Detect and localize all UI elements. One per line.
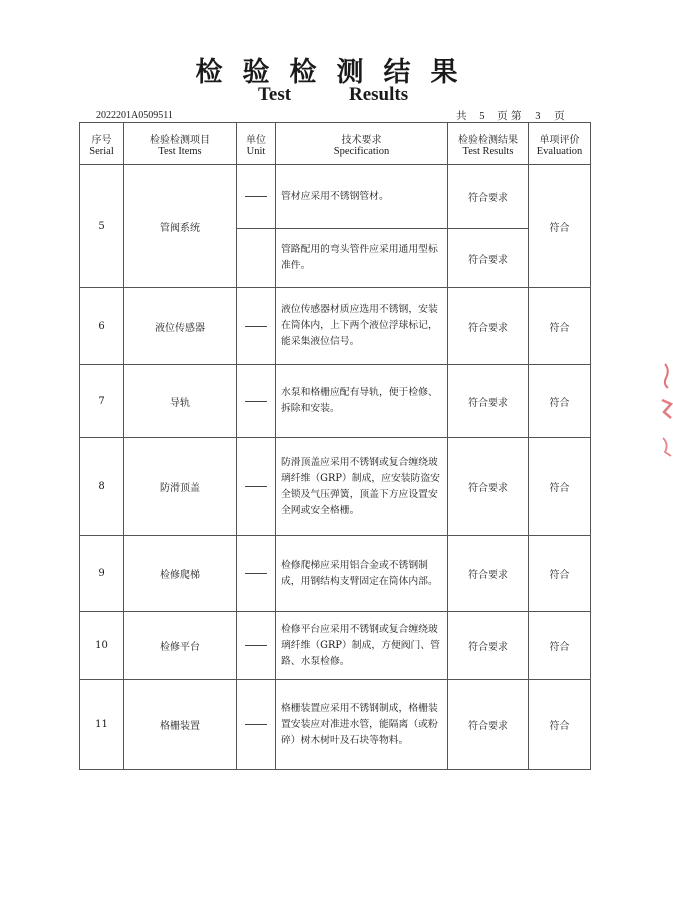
header-evaluation: 单项评价 Evaluation [529, 123, 591, 165]
cell-evaluation: 符合 [529, 438, 591, 536]
table-row [80, 612, 591, 680]
table-row [80, 365, 591, 438]
seal-stamp-fragment [659, 360, 673, 470]
cell-test-result: 符合要求 [448, 288, 529, 365]
cell-unit [237, 680, 276, 770]
cell-unit [237, 612, 276, 680]
cell-specification: 液位传感器材质应选用不锈钢，安装在筒体内，上下两个液位浮球标记，能采集液位信号。 [276, 288, 448, 365]
results-table [79, 122, 591, 770]
table-header-row [80, 123, 591, 165]
table-row [80, 165, 591, 229]
page-indicator [456, 108, 565, 123]
cell-evaluation: 符合 [529, 536, 591, 612]
cell-evaluation: 符合 [529, 165, 591, 288]
page-mid: 页 第 [497, 110, 522, 122]
cell-serial: 6 [80, 288, 124, 365]
page-title-en-test: Test [258, 84, 292, 105]
table-row [80, 438, 591, 536]
table-row [80, 288, 591, 365]
cell-unit-empty [237, 229, 276, 288]
header-serial: 序号 Serial [80, 123, 124, 165]
page-title-cn: 检验检测结果 [195, 57, 478, 88]
cell-specification: 管路配用的弯头管件应采用通用型标准件。 [276, 229, 448, 288]
cell-serial: 11 [80, 680, 124, 770]
cell-unit [237, 438, 276, 536]
cell-specification: 检修爬梯应采用铝合金或不锈钢制成，用钢结构支臂固定在筒体内部。 [276, 536, 448, 612]
unit-dash [245, 724, 267, 725]
unit-dash [245, 196, 267, 197]
cell-test-item: 管阀系统 [124, 165, 237, 288]
cell-specification: 格栅装置应采用不锈钢制成，格栅装置安装应对准进水管，能隔离（或粉碎）树木树叶及石块等物料。 [276, 680, 448, 770]
unit-dash [245, 573, 267, 574]
table-row [80, 536, 591, 612]
cell-evaluation: 符合 [529, 680, 591, 770]
page-title-en-results: Results [349, 84, 409, 105]
header-specification: 技术要求 Specification [276, 123, 448, 165]
header-test-items: 检验检测项目 Test Items [124, 123, 237, 165]
page-suffix: 页 [554, 110, 565, 122]
unit-dash [245, 401, 267, 402]
cell-test-item: 液位传感器 [124, 288, 237, 365]
cell-unit [237, 288, 276, 365]
cell-serial: 9 [80, 536, 124, 612]
cell-test-item: 格栅装置 [124, 680, 237, 770]
cell-specification: 水泵和格栅应配有导轨，便于检修、拆除和安装。 [276, 365, 448, 438]
cell-specification: 防滑顶盖应采用不锈钢或复合缠绕玻璃纤维（GRP）制成，应安装防盗安全锁及气压弹簧，顶盖下方应设置安全网或安全格栅。 [276, 438, 448, 536]
cell-test-result: 符合要求 [448, 680, 529, 770]
cell-test-result: 符合要求 [448, 365, 529, 438]
cell-serial: 5 [80, 165, 124, 288]
header-unit: 单位 Unit [237, 123, 276, 165]
header-test-results: 检验检测结果 Test Results [448, 123, 529, 165]
page-prefix: 共 [456, 110, 467, 122]
cell-unit [237, 365, 276, 438]
cell-specification: 检修平台应采用不锈钢或复合缠绕玻璃纤维（GRP）制成，方便阀门、管路、水泵检修。 [276, 612, 448, 680]
cell-test-result: 符合要求 [448, 536, 529, 612]
cell-test-result: 符合要求 [448, 438, 529, 536]
cell-test-item: 防滑顶盖 [124, 438, 237, 536]
unit-dash [245, 326, 267, 327]
page-total: 5 [470, 111, 494, 123]
cell-test-item: 导轨 [124, 365, 237, 438]
cell-test-result: 符合要求 [448, 165, 529, 229]
cell-test-result: 符合要求 [448, 229, 529, 288]
report-number: 2022201A0509511 [96, 110, 173, 121]
page-current: 3 [525, 111, 551, 123]
cell-test-item: 检修平台 [124, 612, 237, 680]
cell-serial: 10 [80, 612, 124, 680]
cell-specification: 管材应采用不锈钢管材。 [276, 165, 448, 229]
cell-evaluation: 符合 [529, 612, 591, 680]
unit-dash [245, 645, 267, 646]
cell-evaluation: 符合 [529, 365, 591, 438]
cell-evaluation: 符合 [529, 288, 591, 365]
cell-unit [237, 165, 276, 229]
table-row [80, 680, 591, 770]
cell-serial: 7 [80, 365, 124, 438]
cell-serial: 8 [80, 438, 124, 536]
cell-test-item: 检修爬梯 [124, 536, 237, 612]
cell-unit [237, 536, 276, 612]
unit-dash [245, 486, 267, 487]
cell-test-result: 符合要求 [448, 612, 529, 680]
